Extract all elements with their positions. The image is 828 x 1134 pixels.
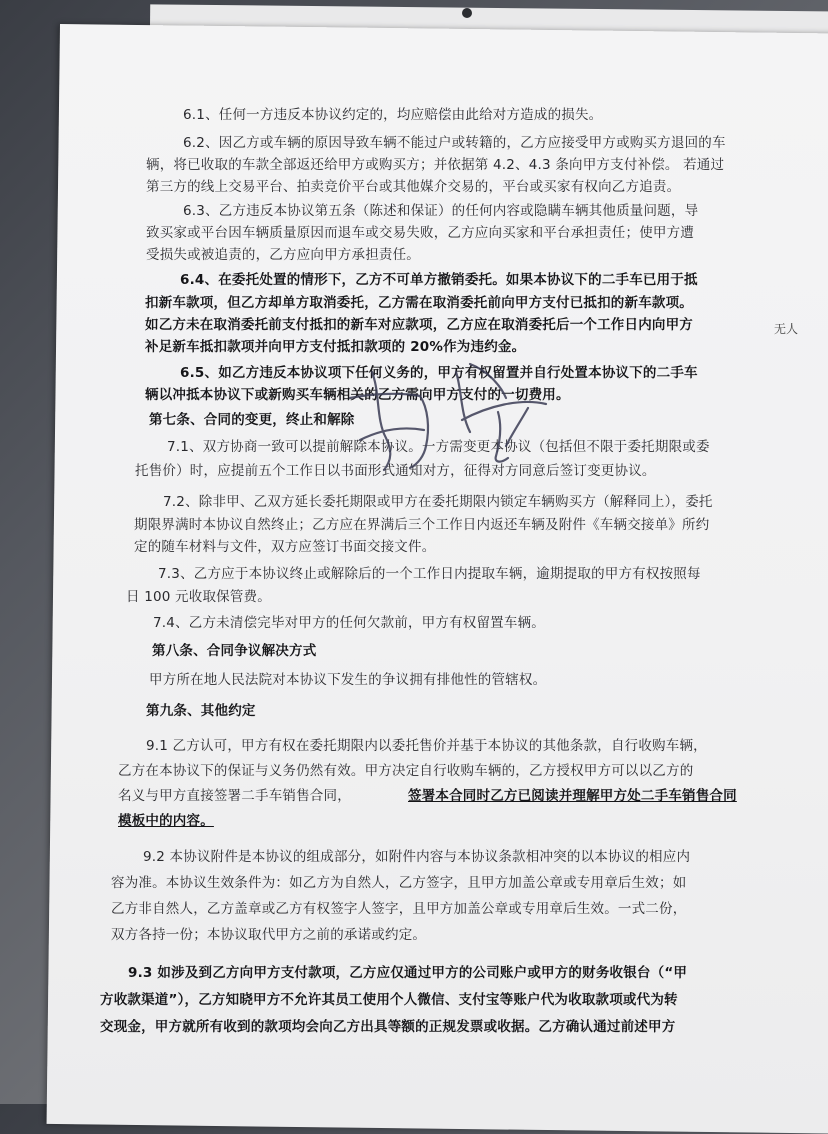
text-line-31: 9.2 本协议附件是本协议的组成部分，如附件内容与本协议条款相冲突的以本协议的相应内 [143, 849, 691, 865]
text-line-12: 6.5、如乙方违反本协议项下任何义务的，甲方有权留置并自行处置本协议下的二手车 [180, 365, 698, 381]
text-line-13: 辆以冲抵本协议下或新购买车辆相关的乙方需向甲方支付的一切费用。 [145, 387, 570, 403]
text-line-21: 日 100 元收取保管费。 [126, 589, 271, 605]
text-line-30: 模板中的内容。 [118, 813, 214, 829]
text-line-24: 甲方所在地人民法院对本协议下发生的争议拥有排他性的管辖权。 [149, 672, 547, 688]
text-line-5: 6.3、乙方违反本协议第五条（陈述和保证）的任何内容或隐瞒车辆其他质量问题，导 [183, 203, 699, 219]
text-line-19: 定的随车材料与文件，双方应签订书面交接文件。 [134, 539, 436, 555]
text-line-34: 双方各持一份；本协议取代甲方之前的承诺或约定。 [111, 927, 427, 943]
text-line-36: 方收款渠道”），乙方知晓甲方不允许其员工使用个人微信、支付宝等账户代为收取款项或代为转 [100, 992, 678, 1008]
text-line-20: 7.3、乙方应于本协议终止或解除后的一个工作日内提取车辆，逾期提取的甲方有权按照每 [158, 566, 701, 582]
text-line-28: 名义与甲方直接签署二手车销售合同， [118, 788, 351, 804]
text-line-14: 第七条、合同的变更，终止和解除 [149, 412, 355, 428]
text-line-4: 第三方的线上交易平台、拍卖竞价平台或其他媒介交易的，平台或买家有权向乙方追责。 [146, 179, 681, 195]
text-line-2: 6.2、因乙方或车辆的原因导致车辆不能过户或转籍的，乙方应接受甲方或购买方退回的车 [183, 135, 726, 151]
text-line-37: 交现金，甲方就所有收到的款项均会向乙方出具等额的正规发票或收据。乙方确认通过前述甲方 [100, 1019, 676, 1035]
text-line-17: 7.2、除非甲、乙双方延长委托期限或甲方在委托期限内锁定车辆购买方（解释同上），委托 [163, 494, 713, 510]
text-line-25: 第九条、其他约定 [146, 703, 256, 719]
text-line-35: 9.3 如涉及到乙方向甲方支付款项，乙方应仅通过甲方的公司账户或甲方的财务收银台（“甲 [128, 965, 688, 981]
text-line-11: 补足新车抵扣款项并向甲方支付抵扣款项的 20%作为违约金。 [145, 339, 526, 355]
text-line-18: 期限界满时本协议自然终止；乙方应在界满后三个工作日内返还车辆及附件《车辆交接单》所约 [134, 517, 710, 533]
text-line-7: 受损失或被追责的，乙方应向甲方承担责任。 [146, 247, 420, 263]
text-line-8: 6.4、在委托处置的情形下，乙方不可单方撤销委托。如果本协议下的二手车已用于抵 [180, 272, 698, 288]
text-line-33: 乙方非自然人，乙方盖章或乙方有权签字人签字，且甲方加盖公章或专用章后生效。一式二份， [111, 901, 687, 917]
text-line-26: 9.1 乙方认可，甲方有权在委托期限内以委托售价并基于本协议的其他条款，自行收购车辆， [146, 738, 707, 754]
text-line-27: 乙方在本协议下的保证与义务仍然有效。甲方决定自行收购车辆的，乙方授权甲方可以以乙方的 [118, 763, 694, 779]
text-line-3: 辆，将已收取的车款全部返还给甲方或购买方；并依据第 4.2、4.3 条向甲方支付补偿。 若通过 [146, 157, 725, 173]
text-line-29: 签署本合同时乙方已阅读并理解甲方处二手车销售合同 [408, 788, 737, 804]
text-line-23: 第八条、合同争议解决方式 [152, 643, 317, 659]
text-line-32: 容为准。本协议生效条件为：如乙方为自然人，乙方签字，且甲方加盖公章或专用章后生效；如 [111, 875, 687, 891]
side-note: 无人 [774, 322, 799, 336]
text-line-16: 托售价）时，应提前五个工作日以书面形式通知对方，征得对方同意后签订变更协议。 [135, 463, 656, 479]
text-line-22: 7.4、乙方未清偿完毕对甲方的任何欠款前，甲方有权留置车辆。 [153, 615, 545, 631]
text-line-1: 6.1、任何一方违反本协议约定的，均应赔偿由此给对方造成的损失。 [183, 107, 603, 123]
text-line-15: 7.1、双方协商一致可以提前解除本协议。一方需变更本协议（包括但不限于委托期限或委 [167, 439, 710, 455]
text-line-6: 致买家或平台因车辆质量原因而退车或交易失败，乙方应向买家和平台承担责任；使甲方遭 [146, 225, 694, 241]
text-line-9: 扣新车款项，但乙方却单方取消委托，乙方需在取消委托前向甲方支付已抵扣的新车款项。 [145, 295, 693, 311]
text-line-10: 如乙方未在取消委托前支付抵扣的新车对应款项，乙方应在取消委托后一个工作日内向甲方 [145, 317, 693, 333]
